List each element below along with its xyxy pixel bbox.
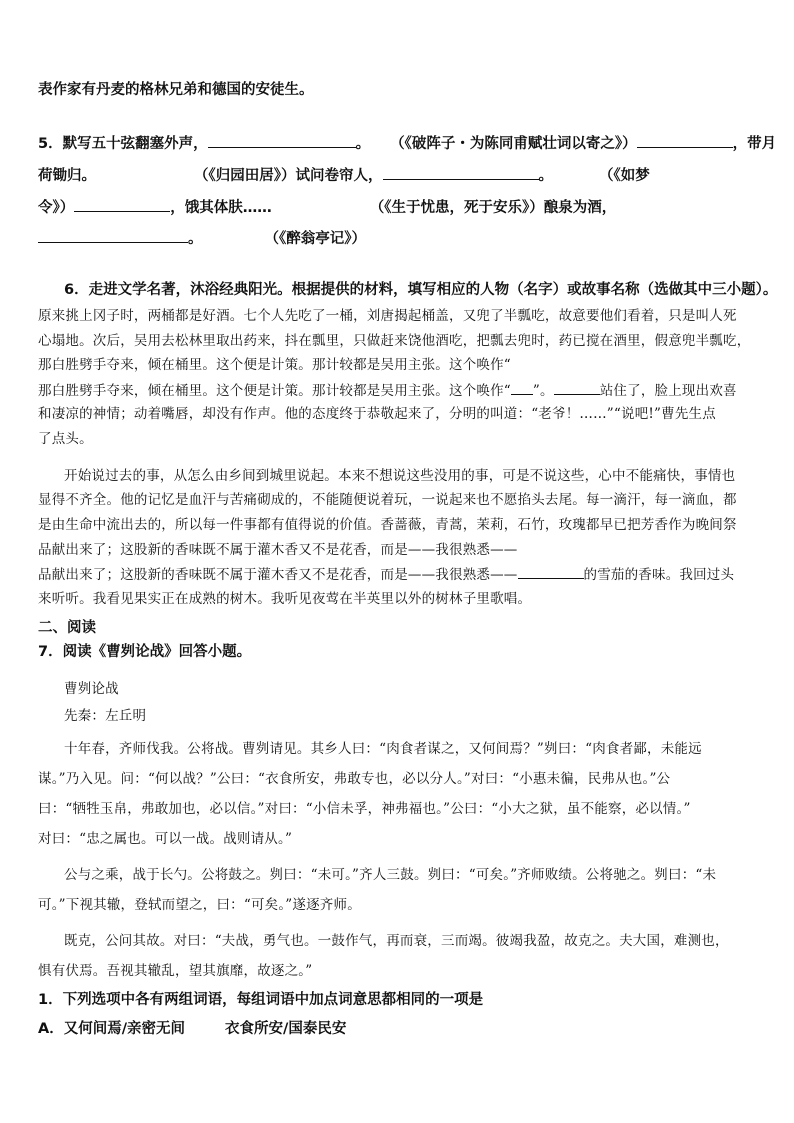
passage-text: 显得不齐全。他的记忆是血汗与苦痛砌成的，不能随便说着玩，一说起来也不愿掐头去尾。每一滴汗，每一滴血，都	[38, 492, 737, 508]
passage-text: 和凄凉的神情；动着嘴唇，却没有作声。他的态度终于恭敬起来了，分明的叫道：“老爷！……”“说吧!”曹先生点	[38, 406, 716, 422]
q6-p1-line	[38, 306, 737, 326]
q5-blank-4[interactable]	[383, 165, 539, 180]
q5-text: （《生于忧患，死于安乐》）酿泉为酒，	[369, 200, 617, 216]
q6-p1-line	[38, 355, 511, 375]
q5-text: （《醉翁亭记》）	[264, 231, 366, 247]
passage-text: 开始说过去的事，从怎么由乡间到城里说起。本来不想说这些没用的事，可是不说这些，心中不能痛快，事情也	[64, 468, 736, 484]
q6-blank-3[interactable]	[518, 564, 584, 579]
passage-text: 原来挑上冈子时，两桶都是好酒。七个人先吃了一桶，刘唐揭起桶盖，又兜了半瓢吃，故意要他们看着，只是叫人死	[38, 308, 737, 324]
q7-p1-line	[38, 769, 670, 789]
q5-text: ，饿其体肤……	[170, 200, 272, 216]
article-title-text: 曹刿论战	[64, 681, 119, 697]
q6-p1-line	[38, 380, 737, 401]
q6-p2-line	[38, 564, 734, 585]
passage-text: 既克，公问其故。对曰：“夫战，勇气也。一鼓作气，再而衰，三而竭。彼竭我盈，故克之。夫大国，难测也，	[64, 933, 729, 949]
passage-text: 站住了，脸上现出欢喜	[599, 383, 737, 399]
q6-p2-line	[38, 540, 518, 560]
q6-p1-line	[38, 331, 750, 351]
q7-option-a[interactable]	[38, 1019, 346, 1039]
q5-text: 5．默写五十弦翻塞外声，	[38, 136, 208, 152]
q6-head-text: 6．走进文学名著，沐浴经典阳光。根据提供的材料，填写相应的人物（名字）或故事名称（选做其中三小题）。	[64, 282, 778, 298]
q7-head-text: 7．阅读《曹刿论战》回答小题。	[38, 644, 252, 660]
q5-blank-3[interactable]	[96, 166, 194, 180]
q7-p3-line	[64, 931, 729, 951]
q5-blank-2[interactable]	[637, 133, 733, 148]
q6-blank-1[interactable]	[511, 380, 533, 395]
intro-text: 表作家有丹麦的格林兄弟和德国的安徒生。	[38, 82, 314, 98]
passage-text: 惧有伏焉。吾视其辙乱，望其旗靡，故逐之。”	[38, 963, 313, 979]
option-a-part-2: 衣食所安/国泰民安	[225, 1021, 347, 1037]
passage-text: 那白胜劈手夺来，倾在桶里。这个便是计策。那计较都是吴用主张。这个唤作“	[38, 383, 511, 399]
q7-heading	[38, 642, 251, 662]
q5-line-1	[38, 133, 776, 154]
q5-line-2	[38, 165, 650, 186]
q6-p2-line	[38, 589, 531, 609]
q7-p1-line	[64, 739, 702, 759]
q5-text: 荷锄归。	[38, 168, 96, 184]
q5-text: 令》）	[38, 200, 75, 216]
q5-text: （《如梦	[599, 168, 650, 184]
article-title	[64, 679, 119, 699]
passage-text: 心塌地。次后，吴用去松林里取出药来，抖在瓢里，只做赶来饶他酒吃，把瓢去兜时，药已搅在酒里，假意兜半瓢吃，	[38, 333, 751, 349]
section-heading-text: 二、阅读	[38, 620, 96, 636]
q5-line-4	[38, 228, 366, 249]
passage-text: 公与之乘，战于长勺。公将鼓之。刿曰：“未可。”齐人三鼓。刿曰：“可矣。”齐师败绩。公将驰之。刿曰：“未	[64, 867, 717, 883]
passage-text: ”。	[532, 383, 554, 399]
q5-text: ，带月	[732, 136, 777, 152]
q5-line-3	[38, 197, 616, 218]
q5-blank-1[interactable]	[208, 133, 356, 148]
passage-text: 的雪茄的香味。我回过头	[583, 567, 735, 583]
article-author	[64, 706, 146, 726]
passage-text: 是由生命中流出去的，所以每一件事都有值得说的价值。香蔷薇，青蒿，茉莉，石竹，玫瑰都早已把芳香作为晚间祭	[38, 517, 737, 533]
passage-text: 了点头。	[38, 431, 93, 447]
passage-text: 十年春，齐师伐我。公将战。曹刿请见。其乡人曰：“肉食者谋之，又何间焉？”刿曰：“肉食者鄙，未能远	[64, 741, 702, 757]
q6-heading	[64, 280, 777, 300]
q7-sub-question-1	[38, 990, 483, 1010]
q7-p1-line	[38, 799, 691, 819]
passage-text: 曰：“牺牲玉帛，弗敢加也，必以信。”对曰：“小信未孚，神弗福也。”公曰：“小大之狱，虽不能察，必以情。”	[38, 801, 691, 817]
sub-question-text: 1．下列选项中各有两组词语，每组词语中加点词意思都相同的一项是	[38, 992, 484, 1008]
q5-text: 。	[355, 136, 371, 152]
q7-p1-line	[38, 829, 292, 849]
option-a-part-1: A．又何间焉/亲密无间	[38, 1021, 186, 1037]
passage-text: 谋。”乃入见。问：“何以战？”公曰：“衣食所安，弗敢专也，必以分人。”对曰：“小惠未徧，民弗从也。”公	[38, 771, 671, 787]
intro-line	[38, 80, 314, 100]
q6-p1-line	[38, 404, 716, 424]
q6-p1-line	[38, 429, 93, 449]
q7-p3-line	[38, 961, 312, 981]
passage-text: 品献出来了；这股新的香味既不属于灌木香又不是花香，而是——我很熟悉——	[38, 542, 518, 558]
q5-text: 。	[538, 168, 553, 184]
q7-p2-line	[38, 895, 361, 915]
section-heading	[38, 618, 96, 638]
q5-text: （《归园田居》）试问卷帘人，	[194, 168, 383, 184]
q6-blank-2[interactable]	[554, 380, 600, 395]
passage-text: 那白胜劈手夺来，倾在桶里。这个便是计策。那计较都是吴用主张。这个唤作“	[38, 357, 511, 373]
q7-p2-line	[64, 865, 716, 885]
passage-text: 对曰：“忠之属也。可以一战。战则请从。”	[38, 831, 293, 847]
q6-p2-line	[38, 490, 737, 510]
passage-text: 可。”下视其辙，登轼而望之，曰：“可矣。”遂逐齐师。	[38, 897, 361, 913]
q5-blank-5[interactable]	[74, 197, 170, 212]
q5-text: （《破阵子・为陈同甫赋壮词以寄之》）	[390, 136, 637, 152]
q5-text: 。	[188, 231, 203, 247]
article-author-text: 先秦：左丘明	[64, 708, 147, 724]
q5-blank-6[interactable]	[38, 228, 188, 243]
passage-text: 品献出来了；这股新的香味既不属于灌木香又不是花香，而是——我很熟悉——	[38, 567, 518, 583]
q6-p2-line	[38, 515, 737, 535]
q6-p2-line	[64, 466, 735, 486]
passage-text: 来听听。我看见果实正在成熟的树木。我听见夜莺在半英里以外的树林子里歌唱。	[38, 591, 532, 607]
